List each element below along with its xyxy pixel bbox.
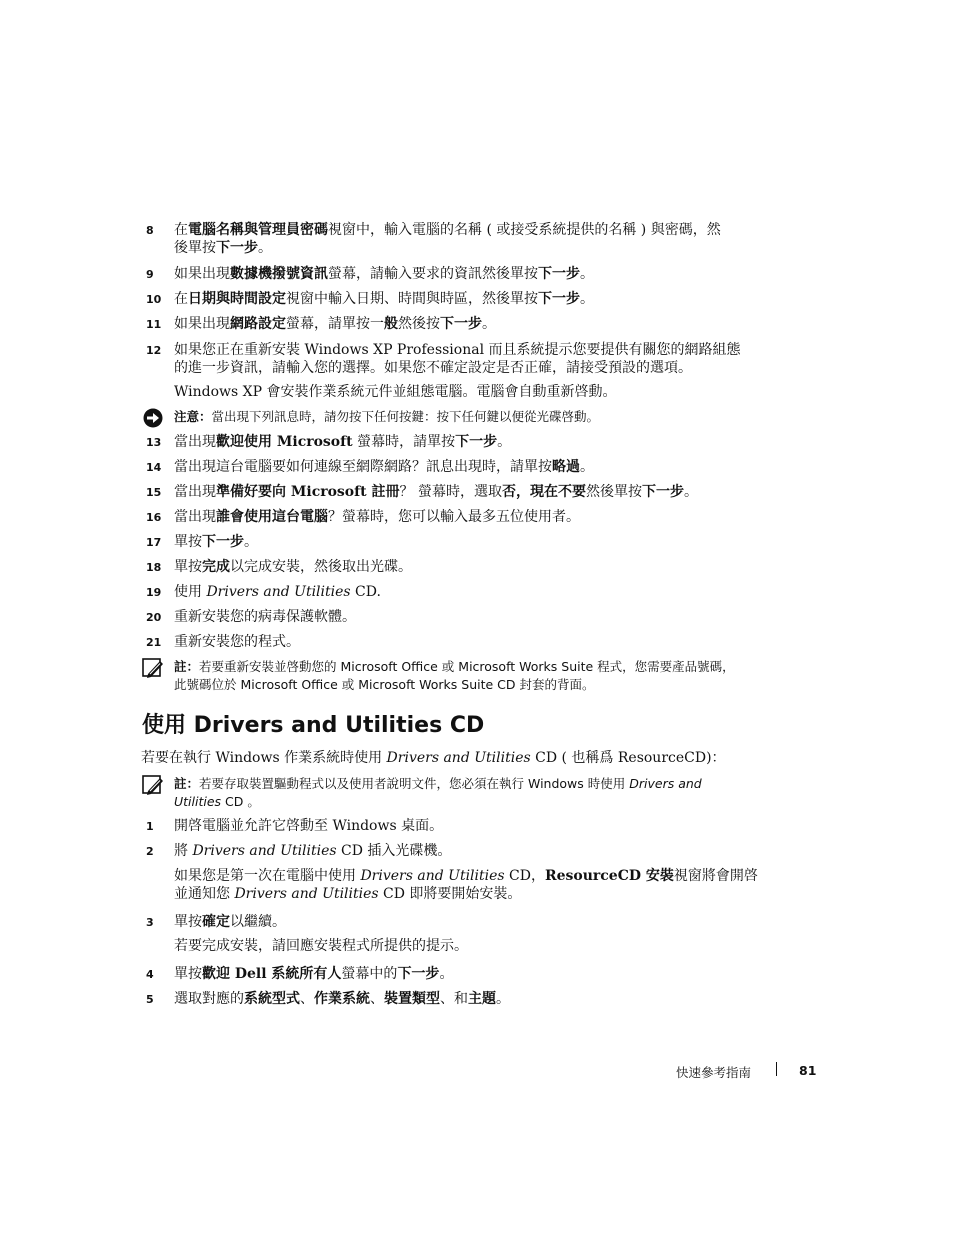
text-run: 後單按 <box>174 240 216 256</box>
step-text <box>174 965 764 983</box>
text-run: 單按 <box>174 534 202 550</box>
text-run: 並通知您 <box>174 886 235 902</box>
text-run: 單按 <box>174 966 202 982</box>
text-run: 否，現在不要 <box>501 484 586 500</box>
text-run: 。 <box>482 316 496 332</box>
step-number: 12 <box>146 344 162 357</box>
section-heading: 使用 Drivers and Utilities CD <box>142 713 485 738</box>
caution-line <box>174 408 764 426</box>
text-line <box>174 583 764 601</box>
note-drivers-text-2a: Utilities <box>174 794 222 809</box>
text-run: Drivers and Utilities <box>206 584 351 600</box>
note-office-line-1 <box>174 658 764 676</box>
text-run: Drivers and Utilities <box>234 886 379 902</box>
text-run: 歡迎 Dell 系統所有人 <box>202 966 342 982</box>
text-run: 當出現 <box>174 434 216 450</box>
text-line <box>174 867 764 885</box>
text-run: 網路設定 <box>230 316 286 332</box>
text-run: 確定 <box>202 914 230 930</box>
text-run: 在 <box>174 291 188 307</box>
note-drivers-line-2 <box>174 793 764 811</box>
text-run: 下一步 <box>397 966 440 982</box>
text-run: 略過 <box>552 459 580 475</box>
text-run: 重新安裝您的程式。 <box>174 634 300 650</box>
step-number: 10 <box>146 293 162 306</box>
step-text <box>174 533 764 551</box>
note-drivers-text-2b: CD 。 <box>221 794 260 809</box>
text-run: 。 <box>244 534 258 550</box>
text-run: 視窗中輸入日期、時間與時區，然後單按 <box>286 291 538 307</box>
note-pencil-icon <box>142 658 164 678</box>
text-run: 若要在執行 Windows 作業系統時使用 <box>141 750 387 766</box>
step-text <box>174 990 764 1008</box>
text-run: 螢幕中的 <box>341 966 398 982</box>
text-run: 螢幕，請輸入要求的資訊然後單按 <box>328 266 538 282</box>
text-run: 當出現 <box>174 509 216 525</box>
step-text <box>174 558 764 576</box>
text-line <box>174 239 764 257</box>
text-run: 單按 <box>174 914 202 930</box>
text-run: 誰會使用這台電腦 <box>216 509 328 525</box>
note-office-line-2: 此號碼位於 Microsoft Office 或 Microsoft Works Suite CD 封套的背面。 <box>174 677 595 692</box>
text-line <box>174 608 764 626</box>
text-run: 如果出現 <box>174 266 230 282</box>
text-run: CD. <box>350 584 381 600</box>
text-line <box>174 913 764 931</box>
step-3-result: 若要完成安裝，請回應安裝程式所提供的提示。 <box>174 938 468 954</box>
step-number: 5 <box>146 993 154 1006</box>
step-number: 16 <box>146 511 162 524</box>
note-drivers-text-1b: Drivers and <box>629 776 702 791</box>
text-line <box>174 885 764 903</box>
step-number: 18 <box>146 561 162 574</box>
step-12-result: Windows XP 會安裝作業系統元件並組態電腦。電腦會自動重新啓動。 <box>174 384 617 400</box>
step-number: 20 <box>146 611 162 624</box>
text-line <box>174 433 764 451</box>
step-text <box>174 842 764 860</box>
text-line <box>174 633 764 651</box>
text-run: 螢幕時，請單按 <box>352 434 456 450</box>
text-run: 電腦名稱與管理員密碼 <box>188 222 328 238</box>
text-run: Drivers and Utilities <box>386 750 531 766</box>
text-run: 當出現這台電腦要如何連線至網際網路？訊息出現時，請單按 <box>174 459 552 475</box>
text-run: 下一步 <box>202 534 244 550</box>
text-run: 。 <box>580 291 594 307</box>
note-pencil-icon <box>142 775 164 795</box>
text-run: 如果您正在重新安裝 Windows XP Professional 而且系統提示您要提供有關您的網路組態 <box>174 342 741 358</box>
text-run: 歡迎使用 Microsoft <box>216 434 353 450</box>
step-text <box>174 633 764 651</box>
text-line <box>174 458 764 476</box>
text-run: 使用 <box>174 584 207 600</box>
caution-text: 當出現下列訊息時，請勿按下任何按鍵：按下任何鍵以便從光碟啓動。 <box>211 409 600 424</box>
step-text <box>174 265 764 283</box>
text-run: 作業系統 <box>314 991 370 1007</box>
text-run: CD， <box>504 868 545 884</box>
caution-label: 注意： <box>174 409 212 424</box>
step-text <box>174 341 764 377</box>
step-number: 21 <box>146 636 162 649</box>
text-run: 重新安裝您的病毒保護軟體。 <box>174 609 356 625</box>
text-run: 將 <box>174 843 193 859</box>
step-number: 2 <box>146 845 154 858</box>
text-line <box>174 290 764 308</box>
page-number: 81 <box>799 1063 817 1078</box>
text-run: 。 <box>439 966 454 982</box>
text-run: Drivers and Utilities <box>360 868 505 884</box>
text-run: 然後單按 <box>585 484 642 500</box>
text-run: 視窗將會開啓 <box>673 868 758 884</box>
note-drivers-line-1 <box>174 775 764 793</box>
step-text <box>174 913 764 931</box>
text-run: 。 <box>497 434 512 450</box>
text-run: 主題 <box>468 991 496 1007</box>
text-run: 。 <box>496 991 510 1007</box>
step-text <box>174 483 764 501</box>
step-number: 14 <box>146 461 162 474</box>
text-run: 下一步 <box>440 316 482 332</box>
text-run: 在 <box>174 222 188 238</box>
text-run: 下一步 <box>538 291 580 307</box>
text-run: 。 <box>258 240 272 256</box>
text-run: 螢幕，請單按一 <box>286 316 384 332</box>
text-run: 準備好要向 Microsoft 註冊 <box>216 484 400 500</box>
step-number: 19 <box>146 586 162 599</box>
step-text <box>174 608 764 626</box>
text-run: 然後按 <box>398 316 440 332</box>
text-run: 下一步 <box>216 240 258 256</box>
step-number: 4 <box>146 968 154 981</box>
note-office-label: 註： <box>174 659 200 674</box>
step-number: 8 <box>146 224 154 237</box>
text-run: 下一步 <box>455 434 498 450</box>
text-line <box>174 965 764 983</box>
step-2-result <box>174 867 764 903</box>
text-run: Drivers and Utilities <box>192 843 337 859</box>
note-drivers-text-1: 若要存取裝置驅動程式以及使用者說明文件，您必須在執行 Windows 時使用 <box>199 776 630 791</box>
step-number: 9 <box>146 268 154 281</box>
step-text <box>174 315 764 333</box>
text-run: 、 <box>300 991 314 1007</box>
text-run: 。 <box>683 484 698 500</box>
text-run: CD 即將要開始安裝。 <box>378 886 522 902</box>
text-run: 當出現 <box>174 484 216 500</box>
step-text <box>174 508 764 526</box>
text-line <box>174 265 764 283</box>
step-text <box>174 433 764 451</box>
step-number: 15 <box>146 486 162 499</box>
text-run: 般 <box>384 316 398 332</box>
text-run: 日期與時間設定 <box>188 291 286 307</box>
text-run: 完成 <box>202 559 230 575</box>
step-text <box>174 583 764 601</box>
text-run: 下一步 <box>641 484 684 500</box>
caution-arrow-icon <box>142 408 164 428</box>
text-line <box>174 817 764 835</box>
text-run: CD 插入光碟機。 <box>336 843 452 859</box>
text-run: 如果出現 <box>174 316 230 332</box>
step-text <box>174 290 764 308</box>
text-line <box>174 842 764 860</box>
step-number: 17 <box>146 536 162 549</box>
text-line <box>174 359 764 377</box>
text-run: 的進一步資訊，請輸入您的選擇。如果您不確定設定是否正確，請接受預設的選項。 <box>174 360 692 376</box>
step-number: 1 <box>146 820 154 833</box>
text-run: 選取對應的 <box>174 991 244 1007</box>
step-text <box>174 221 764 257</box>
text-run: 以繼續。 <box>230 914 286 930</box>
step-text <box>174 817 764 835</box>
note-drivers-label: 註： <box>174 776 200 791</box>
text-line <box>174 508 764 526</box>
step-number: 11 <box>146 318 162 331</box>
text-run: 數據機撥號資訊 <box>230 266 328 282</box>
text-line <box>174 990 764 1008</box>
text-run: 裝置類型 <box>384 991 440 1007</box>
text-run: 。 <box>580 459 594 475</box>
step-text <box>174 458 764 476</box>
text-line <box>174 483 764 501</box>
text-run: 下一步 <box>538 266 580 282</box>
text-run: ResourceCD 安裝 <box>544 868 674 884</box>
text-line <box>174 341 764 359</box>
text-run: ？ 螢幕時，選取 <box>399 484 502 500</box>
text-run: 系統型式 <box>244 991 300 1007</box>
text-run: 以完成安裝，然後取出光碟。 <box>230 559 412 575</box>
text-run: 、和 <box>440 991 468 1007</box>
footer-title: 快速參考指南 <box>676 1065 752 1080</box>
text-run: 、 <box>370 991 384 1007</box>
text-run: 開啓電腦並允許它啓動至 Windows 桌面。 <box>174 818 444 834</box>
step-number: 3 <box>146 916 154 929</box>
text-line <box>174 533 764 551</box>
text-run: 。 <box>580 266 594 282</box>
note-office-text-1: 若要重新安裝並啓動您的 Microsoft Office 或 Microsoft Works Suite 程式，您需要產品號碼， <box>199 659 735 674</box>
text-run: CD ( 也稱爲 ResourceCD)： <box>530 750 726 766</box>
text-run: 如果您是第一次在電腦中使用 <box>174 868 361 884</box>
text-run: 視窗中，輸入電腦的名稱 ( 或接受系統提供的名稱 ) 與密碼，然 <box>328 222 721 238</box>
step-number: 13 <box>146 436 162 449</box>
text-line <box>174 221 764 239</box>
footer-separator <box>776 1062 777 1076</box>
text-line <box>174 558 764 576</box>
text-run: 單按 <box>174 559 202 575</box>
section-intro <box>141 749 726 767</box>
text-run: ？螢幕時，您可以輸入最多五位使用者。 <box>328 509 580 525</box>
text-line <box>174 315 764 333</box>
